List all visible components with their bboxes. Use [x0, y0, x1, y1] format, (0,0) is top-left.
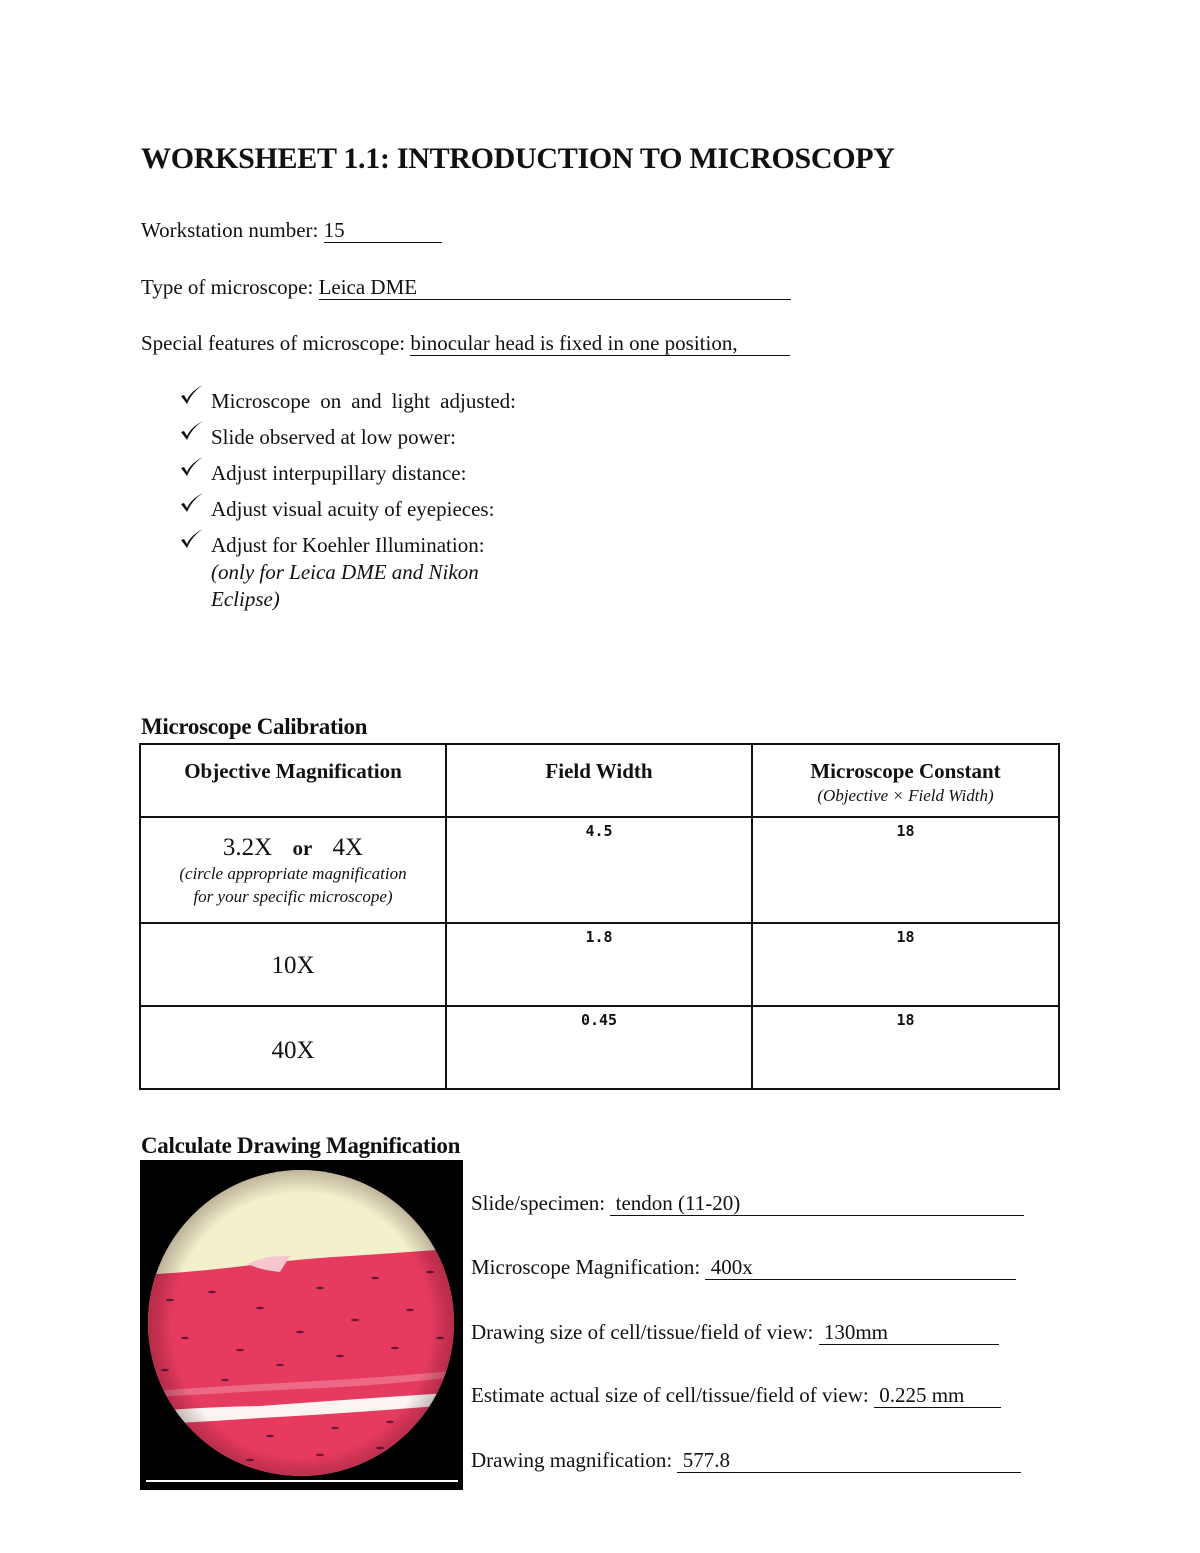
table-row [140, 1006, 1059, 1089]
objective-cell [140, 817, 446, 923]
checklist-text: Adjust interpupillary distance: [211, 461, 467, 485]
objective-cell: 10X [140, 923, 446, 1006]
checklist-text: Adjust visual acuity of eyepieces: [211, 497, 495, 521]
objective-note: (circle appropriate magnification for your specific microscope) [179, 864, 407, 906]
workstation-label: Workstation number: [141, 218, 324, 242]
page-title: WORKSHEET 1.1: INTRODUCTION TO MICROSCOPY [141, 142, 895, 175]
micrograph-image [140, 1160, 463, 1490]
checklist-item[interactable] [178, 424, 516, 451]
header-field-width: Field Width [446, 744, 752, 817]
slide-specimen-field[interactable]: tendon (11-20) [610, 1192, 1024, 1216]
header-constant: Microscope Constant (Objective × Field Width) [752, 744, 1059, 817]
slide-specimen-row: Slide/specimen: tendon (11-20) [471, 1191, 1024, 1216]
checklist-item[interactable] [178, 532, 516, 613]
checkmark-icon [178, 419, 204, 445]
table-row [140, 817, 1059, 923]
field-width-cell[interactable]: 0.45 [446, 1006, 752, 1089]
objective-options[interactable]: 3.2X or 4X [222, 834, 364, 861]
special-features-label: Special features of microscope: [141, 331, 411, 355]
microscope-magnification-row: Microscope Magnification: 400x [471, 1255, 1016, 1280]
special-features-row [141, 331, 790, 356]
calibration-heading: Microscope Calibration [141, 714, 368, 739]
checkmark-icon [178, 491, 204, 517]
checkmark-icon [178, 455, 204, 481]
header-objective: Objective Magnification [140, 744, 446, 817]
checklist-item[interactable] [178, 388, 516, 415]
checklist-text: Microscope on and light adjusted: [211, 389, 516, 413]
checkmark-icon [178, 383, 204, 409]
field-width-cell[interactable]: 1.8 [446, 923, 752, 1006]
microscope-magnification-field[interactable]: 400x [705, 1256, 1016, 1280]
drawing-magnification-row: Drawing magnification: 577.8 [471, 1448, 1021, 1473]
constant-cell[interactable]: 18 [752, 817, 1059, 923]
field-width-cell[interactable]: 4.5 [446, 817, 752, 923]
checklist-item[interactable] [178, 496, 516, 523]
drawing-size-row: Drawing size of cell/tissue/field of view: 130mm [471, 1320, 999, 1345]
microscope-type-label: Type of microscope: [141, 275, 319, 299]
setup-checklist [178, 388, 516, 622]
microscope-type-row [141, 275, 791, 300]
checklist-item[interactable] [178, 460, 516, 487]
actual-size-field[interactable]: 0.225 mm [874, 1384, 1001, 1408]
workstation-field[interactable]: 15 [324, 219, 442, 243]
drawing-magnification-field[interactable]: 577.8 [677, 1449, 1021, 1473]
constant-cell[interactable]: 18 [752, 1006, 1059, 1089]
drawing-heading: Calculate Drawing Magnification [141, 1133, 461, 1158]
special-features-field[interactable]: binocular head is fixed in one position, [410, 332, 790, 356]
checklist-text: Adjust for Koehler Illumination: [211, 533, 485, 557]
actual-size-row: Estimate actual size of cell/tissue/field of view: 0.225 mm [471, 1383, 1001, 1408]
workstation-row [141, 218, 442, 243]
drawing-size-field[interactable]: 130mm [819, 1321, 999, 1345]
objective-cell: 40X [140, 1006, 446, 1089]
checklist-text: Slide observed at low power: [211, 425, 456, 449]
header-constant-formula: (Objective × Field Width) [817, 786, 994, 805]
table-row [140, 923, 1059, 1006]
constant-cell[interactable]: 18 [752, 923, 1059, 1006]
table-header-row [140, 744, 1059, 817]
microscope-type-field[interactable]: Leica DME [319, 276, 791, 300]
checkmark-icon [178, 527, 204, 553]
tendon-micrograph [140, 1160, 463, 1490]
checklist-note: (only for Leica DME and Nikon Eclipse) [211, 560, 479, 611]
calibration-table [139, 743, 1060, 1090]
